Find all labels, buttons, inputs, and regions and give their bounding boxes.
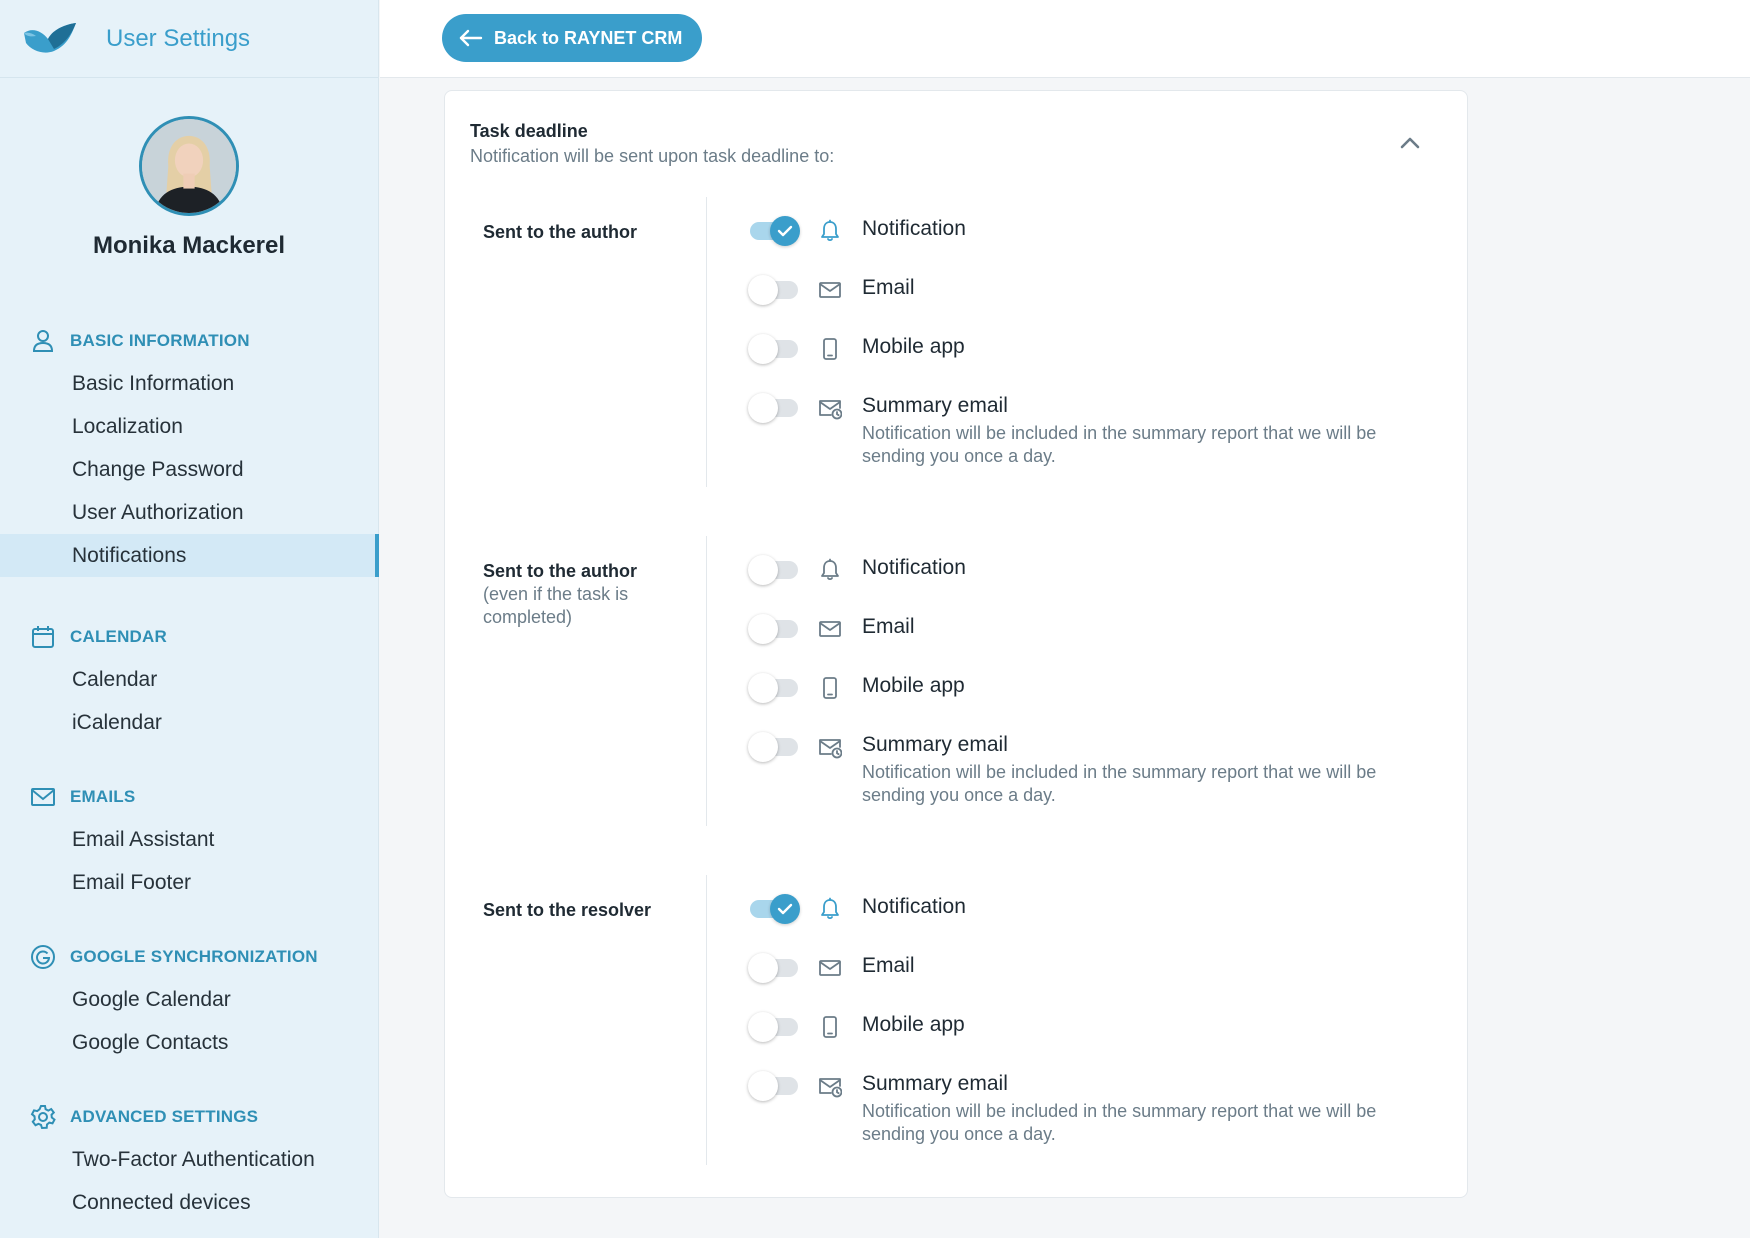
notification-toggle[interactable]	[748, 1071, 800, 1099]
toggle-knob	[748, 1071, 778, 1101]
notification-toggle[interactable]	[748, 732, 800, 760]
notification-option	[748, 1011, 1448, 1045]
nav-heading-label: BASIC INFORMATION	[70, 331, 250, 350]
option-label: Notification	[862, 895, 966, 918]
option-label: Mobile app	[862, 335, 965, 358]
phone-icon	[818, 1015, 842, 1039]
notification-option	[748, 731, 1448, 811]
notification-toggle[interactable]	[748, 1012, 800, 1040]
recipient-label-text: Sent to the author	[483, 561, 637, 581]
nav-heading-google-synchronization	[0, 942, 379, 972]
back-to-crm-button[interactable]	[442, 14, 702, 62]
nav-section-google-synchronization	[0, 942, 379, 1064]
notification-toggle[interactable]	[748, 393, 800, 421]
phone-icon	[818, 676, 842, 700]
option-label: Mobile app	[862, 674, 965, 697]
notification-option	[748, 274, 1448, 308]
option-description: Notification will be included in the summary report that we will be sending you once a day.	[862, 423, 1377, 466]
notification-option	[748, 333, 1448, 367]
user-profile	[0, 78, 378, 260]
sidebar-item-two-factor-authentication[interactable]: Two-Factor Authentication	[72, 1147, 315, 1171]
sidebar-item-connected-devices[interactable]: Connected devices	[72, 1190, 251, 1214]
sidebar-item-email-assistant[interactable]: Email Assistant	[72, 827, 215, 851]
sidebar-header	[0, 0, 378, 78]
option-description: Notification will be included in the summary report that we will be sending you once a day.	[862, 762, 1377, 805]
arrow-left-icon	[458, 28, 484, 48]
notification-option	[748, 672, 1448, 706]
user-name: Monika Mackerel	[92, 232, 286, 259]
recipient-label	[483, 221, 673, 244]
toggle-knob	[748, 275, 778, 305]
notification-option	[748, 1070, 1448, 1150]
gear-icon	[30, 1104, 56, 1130]
recipient-label	[483, 560, 673, 629]
avatar-photo	[142, 119, 236, 213]
toggle-knob	[748, 673, 778, 703]
nav-section-advanced-settings	[0, 1102, 379, 1224]
bell-icon	[818, 897, 842, 921]
notification-option	[748, 554, 1448, 588]
nav-section-calendar	[0, 622, 379, 744]
option-label: Mobile app	[862, 1013, 965, 1036]
sidebar-item-icalendar[interactable]: iCalendar	[72, 710, 162, 734]
option-label: Notification	[862, 556, 966, 579]
sidebar-item-user-authorization[interactable]: User Authorization	[72, 500, 244, 524]
envelope-icon	[30, 784, 56, 810]
raynet-logo-icon[interactable]	[22, 19, 78, 59]
toggle-knob	[748, 614, 778, 644]
google-icon	[30, 944, 56, 970]
envelope-icon	[818, 278, 842, 302]
notification-toggle[interactable]	[748, 673, 800, 701]
option-description: Notification will be included in the summary report that we will be sending you once a day.	[862, 1101, 1377, 1144]
calendar-icon	[30, 624, 56, 650]
notification-toggle[interactable]	[748, 216, 800, 244]
nav-heading-basic-information	[0, 326, 379, 356]
sidebar-title: User Settings	[106, 24, 251, 52]
user-icon	[30, 328, 56, 354]
nav-heading-label: CALENDAR	[70, 627, 167, 646]
notification-option	[748, 215, 1448, 249]
check-icon	[777, 902, 793, 916]
nav-section-emails	[0, 782, 379, 904]
recipient-label-text: Sent to the resolver	[483, 900, 652, 920]
recipient-note: (even if the task is completed)	[483, 584, 629, 627]
recipient-label-text: Sent to the author	[483, 222, 637, 242]
bell-icon	[818, 219, 842, 243]
toggle-knob	[748, 953, 778, 983]
notification-toggle[interactable]	[748, 555, 800, 583]
toggle-knob	[770, 216, 800, 246]
sidebar	[0, 0, 379, 1238]
envelope-icon	[818, 617, 842, 641]
sidebar-item-email-footer[interactable]: Email Footer	[72, 870, 192, 894]
nav-heading-label: EMAILS	[70, 787, 136, 806]
notification-toggle[interactable]	[748, 334, 800, 362]
nav-heading-label: ADVANCED SETTINGS	[70, 1107, 259, 1126]
sidebar-item-localization[interactable]: Localization	[72, 414, 183, 438]
group-divider	[706, 875, 707, 1165]
chevron-up-icon[interactable]	[1397, 133, 1423, 151]
notification-toggle[interactable]	[748, 614, 800, 642]
option-label: Notification	[862, 217, 966, 240]
sidebar-item-google-calendar[interactable]: Google Calendar	[72, 987, 231, 1011]
notification-toggle[interactable]	[748, 275, 800, 303]
nav-heading-advanced-settings	[0, 1102, 379, 1132]
nav-heading-calendar	[0, 622, 379, 652]
option-label: Summary email	[862, 1072, 1008, 1095]
phone-icon	[818, 337, 842, 361]
toggle-knob	[748, 732, 778, 762]
toggle-knob	[748, 334, 778, 364]
sidebar-item-google-contacts[interactable]: Google Contacts	[72, 1030, 229, 1054]
summary-email-icon	[818, 735, 842, 759]
bell-icon	[818, 558, 842, 582]
option-label: Email	[862, 276, 915, 299]
toggle-knob	[748, 555, 778, 585]
notification-toggle[interactable]	[748, 894, 800, 922]
option-label: Email	[862, 954, 915, 977]
envelope-icon	[818, 956, 842, 980]
toggle-knob	[770, 894, 800, 924]
check-icon	[777, 224, 793, 238]
sidebar-item-change-password[interactable]: Change Password	[72, 457, 244, 481]
topbar	[380, 0, 1750, 78]
nav-section-basic-information	[0, 326, 379, 577]
summary-email-icon	[818, 396, 842, 420]
group-divider	[706, 536, 707, 826]
nav-heading-label: GOOGLE SYNCHRONIZATION	[70, 947, 318, 966]
option-label: Summary email	[862, 733, 1008, 756]
summary-email-icon	[818, 1074, 842, 1098]
card-title: Task deadline	[470, 121, 588, 141]
sidebar-item-basic-information[interactable]: Basic Information	[72, 371, 235, 395]
notification-option	[748, 613, 1448, 647]
toggle-knob	[748, 393, 778, 423]
task-deadline-card	[444, 90, 1468, 1198]
notification-option	[748, 893, 1448, 927]
option-label: Email	[862, 615, 915, 638]
notification-option	[748, 952, 1448, 986]
group-divider	[706, 197, 707, 487]
avatar	[139, 116, 239, 216]
sidebar-item-calendar[interactable]: Calendar	[72, 667, 158, 691]
back-button-label: Back to RAYNET CRM	[494, 27, 683, 48]
notification-option	[748, 392, 1448, 472]
option-label: Summary email	[862, 394, 1008, 417]
toggle-knob	[748, 1012, 778, 1042]
nav-heading-emails	[0, 782, 379, 812]
card-subtitle: Notification will be sent upon task deadline to:	[470, 146, 835, 166]
notification-toggle[interactable]	[748, 953, 800, 981]
sidebar-item-notifications[interactable]: Notifications	[0, 534, 379, 577]
recipient-label	[483, 899, 673, 922]
